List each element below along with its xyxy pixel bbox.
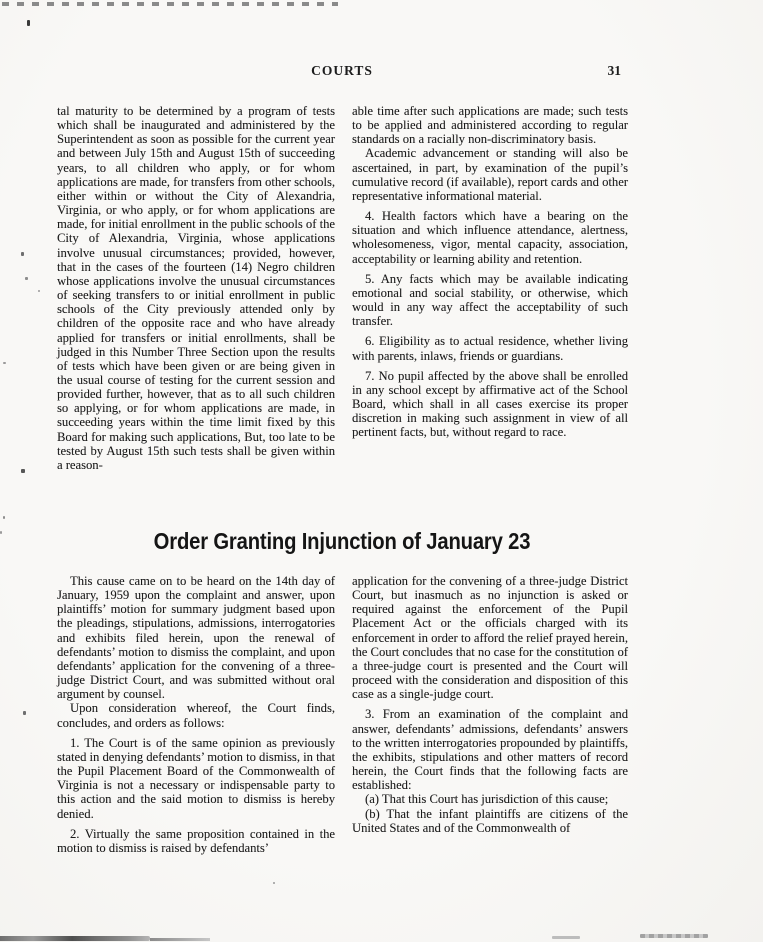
column-lower-right <box>352 574 628 835</box>
paragraph: 4. Health factors which have a bearing on the situation and which influence attendance, alertness, wholesomeness, vigor, mental capacity, association, acceptability or learning ability and retention. <box>352 209 628 266</box>
paragraph: 1. The Court is of the same opinion as previously stated in denying defendants’ motion to dismiss, in that the Pupil Placement Board of the Commonwealth of Virginia is not a necessary or indispensable party to this action and the said motion to dismiss is hereby denied. <box>57 735 335 821</box>
scan-artifact-speck <box>23 711 26 715</box>
paragraph: able time after such applications are made; such tests to be applied and administered according to regular standards on a racially non-discriminatory basis. <box>352 104 628 147</box>
paragraph: Academic advancement or standing will also be ascertained, in part, by examination of the pupil’s cumulative record (if available), report cards and other representative informational material. <box>352 146 628 203</box>
scan-artifact-speck <box>3 362 6 364</box>
paragraph: This cause came on to be heard on the 14th day of January, 1959 upon the complaint and answer, upon plaintiffs’ motion for summary judgment based upon the pleadings, stipulations, admissions, interrogatories and exhibits filed herein, upon the renewal of defendants’ motion to dismiss the complaint, and upon defendants’ application for the convening of a three-judge District Court, and was submitted without oral argument by counsel. <box>57 574 335 702</box>
section-heading: Order Granting Injunction of January 23 <box>153 528 531 554</box>
paragraph: 5. Any facts which may be available indicating emotional and social stability, or otherwise, which would in any way affect the acceptability of such transfer. <box>352 271 628 329</box>
paragraph: 3. From an examination of the complaint and answer, defendants’ admissions, defendants’ answers to the written interrogatories propounded by plaintiffs, the exhibits, stipulations and other matters of record herein, the Court finds that the following facts are established: <box>352 707 628 793</box>
scan-artifact-speck <box>21 252 24 256</box>
paragraph: (b) That the infant plaintiffs are citizens of the United States and of the Commonwealth of <box>352 806 628 835</box>
scan-smudge-bottom-right <box>552 936 580 939</box>
scan-artifact-speck <box>27 20 30 26</box>
page-number: 31 <box>607 63 621 78</box>
scan-smudge-bottom-left <box>0 936 150 941</box>
paragraph: application for the convening of a three-judge District Court, but inasmuch as no injunction is asked or required against the enforcement of the Pupil Placement Act or the officials charged with its enforcement in order to afford the relief prayed herein, the Court concludes that no case for the constitution of a three-judge court is presented and the Court will proceed with the consideration and disposition of this case as a single-judge court. <box>352 574 628 702</box>
paragraph: 7. No pupil affected by the above shall be enrolled in any school except by affirmative act of the School Board, which shall in all cases exercise its proper discretion in making such assignment in view of all pertinent facts, but, without regard to race. <box>352 368 628 440</box>
paragraph: 6. Eligibility as to actual residence, whether living with parents, inlaws, friends or guardians. <box>352 334 628 363</box>
scan-edge-dashes <box>2 2 338 6</box>
paragraph: Upon consideration whereof, the Court finds, concludes, and orders as follows: <box>57 701 335 730</box>
scan-artifact-speck <box>0 531 2 534</box>
scan-artifact-speck <box>3 516 5 519</box>
paragraph: (a) That this Court has jurisdiction of this cause; <box>365 792 609 807</box>
scan-smudge-bottom-left <box>150 938 210 941</box>
column-upper-right <box>352 104 628 439</box>
scan-artifact-speck <box>38 290 40 292</box>
paragraph: tal maturity to be determined by a program of tests which shall be inaugurated and administered by the Superintendent as soon as possible for the current year and between July 15th and August 15th of succeeding years, to all children who apply, or for whom applications are made, for transfers from other schools, either within or without the City of Alexandria, Virginia, or who apply, or for whom applications are made, for initial enrollment in the public schools of the City of Alexandria, Virginia, whose applications involve unusual circumstances; provided, however, that in the cases of the fourteen (14) Negro children whose applications involve the unusual circumstances of seeking transfers to or initial enrollment in public schools of the City previously attended only by children of the opposite race and who have already applied for transfers or initial enrollments, shall be judged in this Number Three Section upon the results of tests which have been given or are being given in the usual course of testing for the current session and provided further, however, that as to all such children so applying, or for whom applications are made, in succeeding years within the time limit fixed by this Board for making such applications, But, too late to be tested by August 15th such tests shall be given within a reason- <box>57 104 336 472</box>
page-header <box>57 63 627 81</box>
scan-artifact-speck <box>273 882 275 884</box>
scan-artifact-speck <box>25 277 28 280</box>
paragraph: 2. Virtually the same proposition contained in the motion to dismiss is raised by defendants’ <box>57 826 335 855</box>
running-header-title: COURTS <box>311 63 373 78</box>
column-lower-left <box>57 574 335 855</box>
scan-artifact-speck <box>21 469 25 473</box>
scan-smudge-bottom-right <box>640 934 708 938</box>
column-upper-left <box>57 104 335 472</box>
